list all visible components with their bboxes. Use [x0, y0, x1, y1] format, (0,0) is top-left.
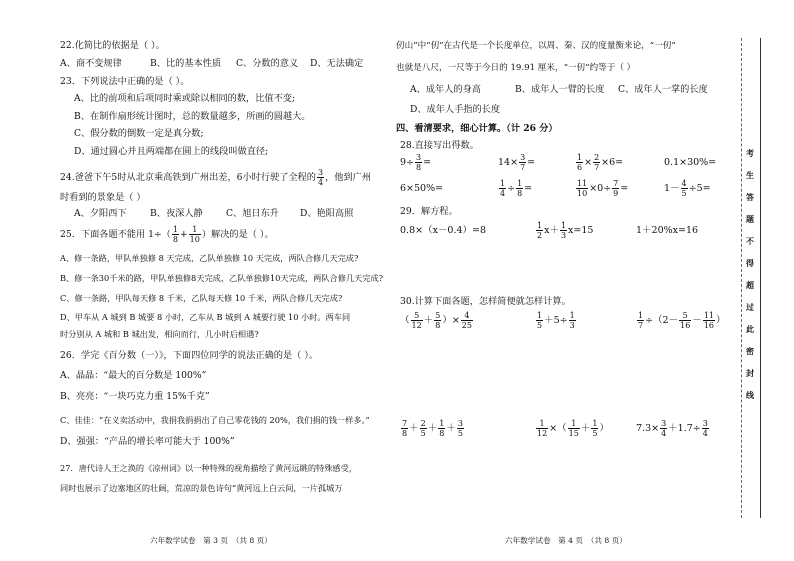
q24-option-a: A、夕阳西下	[74, 208, 127, 219]
q30-item-2: $\frac{1}{5}$ ＋5÷ $\frac{1}{3}$	[537, 311, 575, 330]
q27-cont-line2: 也就是八尺，一尺等于今日的 19.91 厘米，“一仞”约等于（ ）	[396, 63, 636, 73]
q27-option-a: A、成年人的身高	[410, 84, 481, 95]
q28-item-7: $\frac{11}{10}$ ×0÷ $\frac{7}{9}$ =	[577, 179, 629, 198]
q28-item-5: 6×50%=	[400, 183, 444, 194]
q22-option-d: D、无法确定	[310, 58, 364, 69]
q26-stem: 26．学完《百分数（一）》，下面四位同学的说法正确的是（ ）。	[60, 350, 319, 361]
q28-title: 28.直接写出得数。	[400, 140, 479, 151]
q29-title: 29．解方程。	[400, 206, 458, 217]
q27-cont-line1: 仞山”中“仞”在古代是一个长度单位，以周、秦、汉的度量衡来论，“一仞”	[396, 41, 676, 51]
q23-option-c: C、假分数的倒数一定是真分数;	[74, 128, 204, 139]
binding-char: 考	[746, 148, 754, 158]
q27-line2: 同时也展示了边塞地区的壮阔，荒凉的景色诗句“黄河远上白云间，一片孤城万	[60, 483, 343, 493]
binding-char: 不	[746, 236, 754, 246]
q28-item-6: $\frac{1}{4}$ ÷ $\frac{1}{8}$ =	[500, 179, 533, 198]
section-4-heading: 四、看清要求，细心计算。（计 26 分）	[396, 123, 558, 134]
q23-stem: 23．下列说法中正确的是（ ）。	[60, 76, 190, 87]
q25-option-c: C、修一条路，甲队每天修 8 千米，乙队每天修 10 千米，两队合修几天完成?	[60, 293, 343, 303]
binding-char: 答	[746, 192, 754, 202]
left-footer: 六年数学试卷 第 3 页 （共 8 页）	[150, 536, 272, 545]
q30-item-4: $\frac{7}{8}$ ＋ $\frac{2}{5}$ ＋ $\frac{1}{8}$ ＋ $\frac{3}{5}$	[402, 419, 463, 438]
q24-line2: 时看到的景象是（ ）	[60, 192, 146, 203]
q24-option-b: B、夜深人静	[150, 208, 203, 219]
q25-option-b: B、修一条30千米的路，甲队单独修8天完成，乙队单独修10天完成，两队合修几天完成?	[60, 273, 384, 283]
q23-option-d: D、通过圆心并且两端都在圆上的线段叫做直径;	[74, 146, 269, 157]
binding-dashed-line	[741, 38, 742, 518]
q25-option-a: A、修一条路，甲队单独修 8 天完成，乙队单独修 10 天完成，两队合修几天完成?	[60, 253, 359, 263]
q27-option-c: C、成年人一掌的长度	[618, 84, 708, 95]
q24-option-c: C、旭日东升	[226, 208, 279, 219]
binding-char: 得	[746, 258, 754, 268]
binding-char: 题	[746, 214, 754, 224]
q22-option-c: C、分数的意义	[236, 58, 299, 69]
q27-option-b: B、成年人一臂的长度	[515, 84, 605, 95]
q27-line1: 27．唐代诗人王之涣的《凉州词》以一种特殊的视角描绘了黄河远眺的特殊感受，	[60, 463, 357, 473]
q24-line1: 24.爸爸下午5时从北京乘高铁到广州出差，6小时行驶了全程的 $\frac{3}{4}$ ，他到广州	[60, 168, 372, 187]
q26-option-c: C、佳佳：“在义卖活动中，我捐我捐捐出了自己零花钱的 20%，我们捐的钱一样多。”	[60, 415, 370, 425]
q26-option-d: D、强强：“产品的增长率可能大于 100%”	[60, 436, 235, 447]
q22-option-a: A、商不变规律	[60, 58, 122, 69]
q24-fraction: $\frac{3}{4}$	[318, 168, 324, 187]
binding-char: 此	[746, 324, 754, 334]
q30-title: 30.计算下面各题，怎样简便就怎样计算。	[400, 296, 571, 307]
binding-solid-line	[760, 38, 761, 518]
binding-char: 密	[746, 346, 754, 356]
q25-option-d2: 时分别从 A 城和 B 城出发，相向而行，几小时后相遇?	[60, 329, 259, 339]
q30-item-6: 7.3× $\frac{3}{4}$ ＋1.7÷ $\frac{3}{4}$	[636, 419, 708, 438]
binding-char: 线	[746, 390, 754, 400]
q29-eq-3: 1＋20%x=16	[636, 225, 699, 236]
q23-option-b: B、在制作扇形统计图时，总的数量越多，所画的圆越大。	[74, 111, 311, 122]
q30-item-5: $\frac{1}{12}$ ×（ $\frac{1}{15}$ ＋ $\frac{1}{5}$ ）	[537, 419, 609, 438]
binding-char: 超	[746, 280, 754, 290]
binding-char: 生	[746, 170, 754, 180]
q26-option-a: A、晶晶：“最大的百分数是 100%”	[60, 370, 207, 381]
q29-eq-2: $\frac{1}{2}$ x＋ $\frac{1}{3}$ x=15	[537, 221, 594, 240]
q24-option-d: D、艳阳高照	[300, 208, 354, 219]
q27-option-d: D、成年人手指的长度	[410, 104, 501, 115]
q30-item-1: （ $\frac{5}{12}$ ＋ $\frac{5}{8}$ ）× $\frac{4}{25}$	[400, 311, 472, 330]
binding-char: 封	[746, 368, 754, 378]
q23-option-a: A、比的前项和后项同时乘或除以相同的数，比值不变;	[74, 93, 296, 104]
q26-option-b: B、亮亮：“一块巧克力重 15%千克”	[60, 391, 210, 402]
q22-option-b: B、比的基本性质	[150, 58, 222, 69]
q25-option-d1: D、甲车从 A 城到 B 城要 8 小时，乙车从 B 城到 A 城要行驶 10 小时。两车同	[60, 312, 351, 322]
q28-item-2: 14× $\frac{3}{7}$ =	[498, 153, 536, 172]
q28-item-4: 0.1×30%=	[664, 157, 717, 168]
q28-item-3: $\frac{1}{6}$ × $\frac{2}{7}$ ×6=	[577, 153, 624, 172]
q29-eq-1: 0.8×（x－0.4）=8	[400, 225, 487, 236]
q25-stem: 25．下面各题不能用 1÷（ $\frac{1}{8}$ + $\frac{1}{10}$ ）解决的是（ ）。	[60, 225, 274, 244]
right-footer: 六年数学试卷 第 4 页 （共 8 页）	[505, 536, 627, 545]
q30-item-3: $\frac{1}{7}$ ÷（2－ $\frac{5}{16}$ － $\frac{11}{16}$ ）	[638, 311, 726, 330]
binding-char: 过	[746, 302, 754, 312]
q28-item-8: 1－ $\frac{4}{5}$ ÷5=	[664, 179, 711, 198]
q22-stem: 22.化简比的依据是（ ）。	[60, 40, 165, 51]
q28-item-1: 9÷ $\frac{3}{8}$ =	[400, 153, 432, 172]
